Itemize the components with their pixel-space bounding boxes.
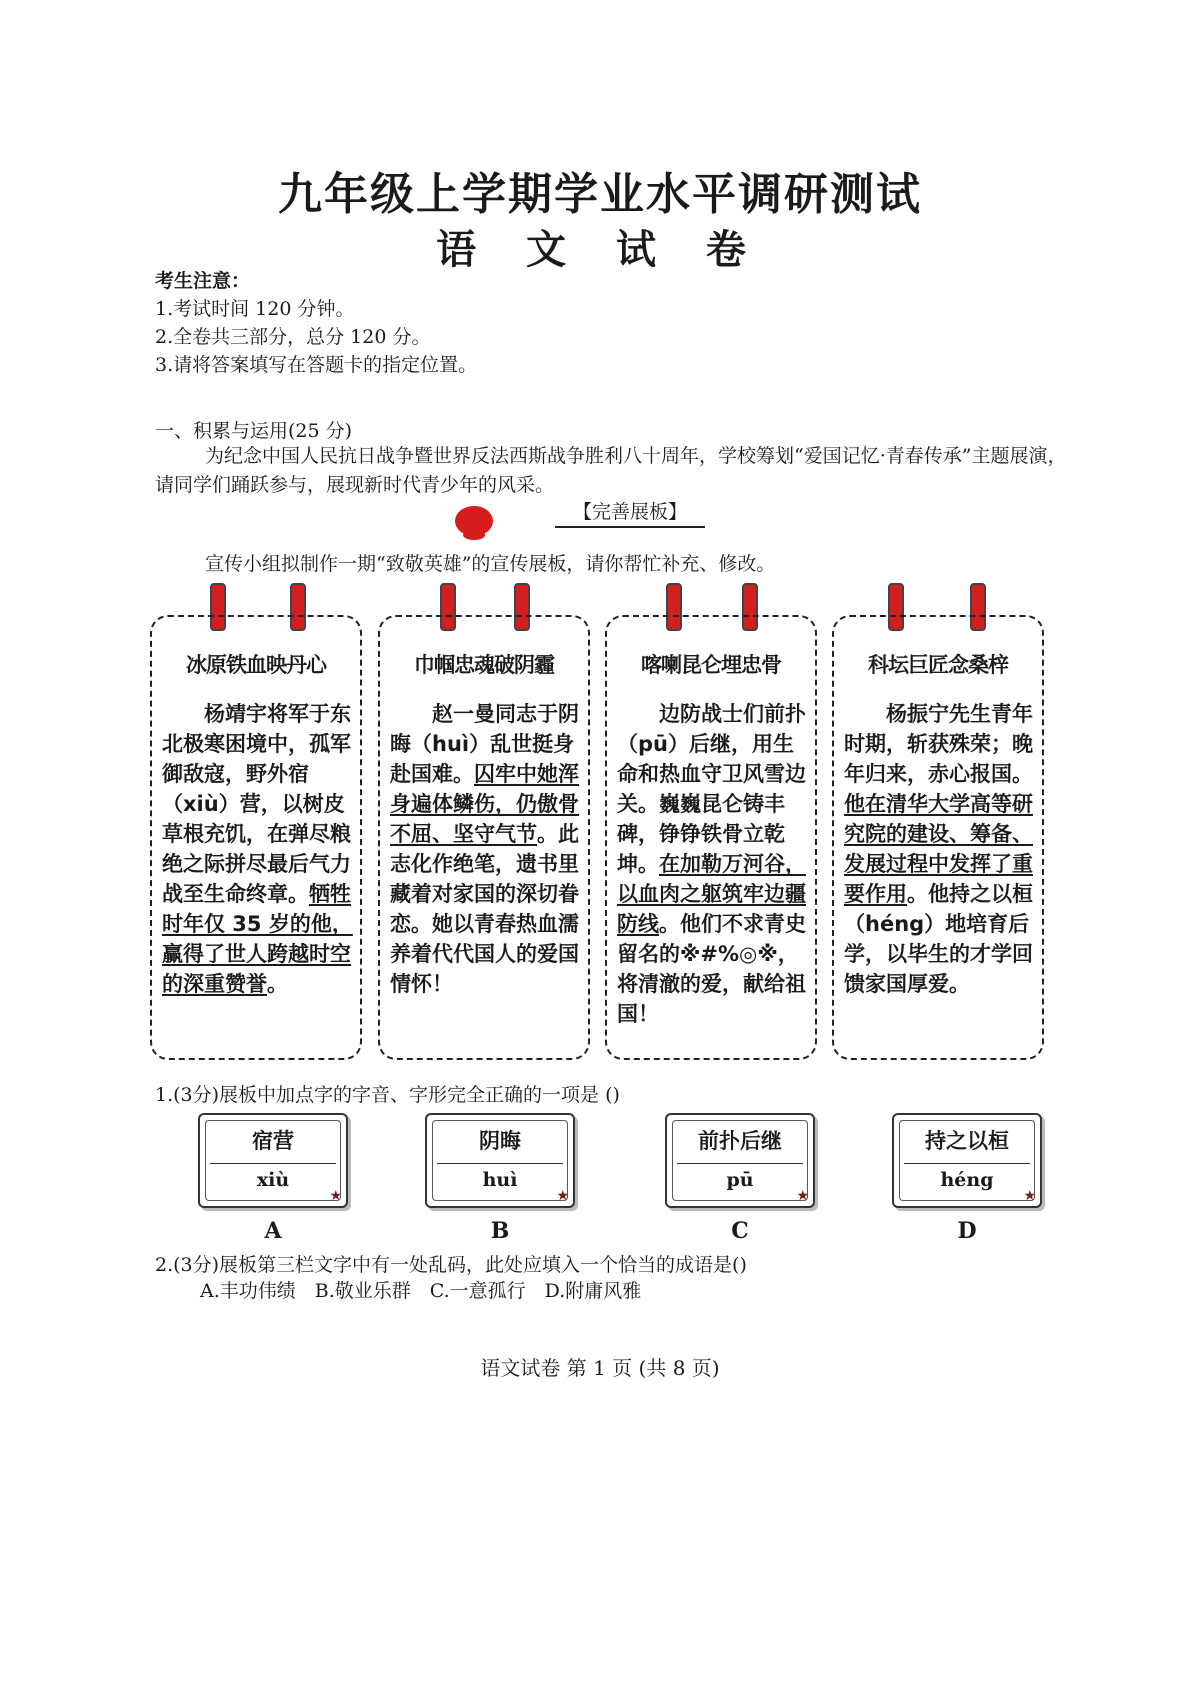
section-intro: 为纪念中国人民抗日战争暨世界反法西斯战争胜利八十周年，学校筹划“爱国记忆·青春传承”主题展演，请同学们踊跃参与，展现新时代青少年的风采。 (155, 445, 1067, 496)
star-icon: ★ (796, 1188, 809, 1204)
board-card (832, 615, 1044, 1060)
underlined-sentence: 囚牢中她浑身遍体鳞伤，仍傲骨不屈、坚守气节 (390, 762, 579, 846)
card-title: 巾帼忠魂破阴霾 (414, 653, 554, 677)
option-card-c (665, 1113, 815, 1208)
option-pinyin: pū (726, 1169, 754, 1191)
option-pinyin: huì (482, 1169, 518, 1191)
option-word: 阴晦 (479, 1129, 521, 1153)
card-text: 边防战士们前扑（pū）后继，用生命和热血守卫风雪边关。巍巍昆仑铸丰碑，铮铮铁骨立乾坤。在加勒万河谷，以血肉之躯筑牢边疆防线。他们不求青史留名的※#%◎※，将清澈的爱，献给祖国！ (617, 702, 806, 1026)
option-word: 持之以桓 (925, 1129, 1009, 1153)
board-card (605, 615, 817, 1060)
notice-item: 1.考试时间 120 分钟。 (155, 298, 355, 320)
option-card-d (892, 1113, 1042, 1208)
board-description: 宣传小组拟制作一期“致敬英雄”的宣传展板，请你帮忙补充、修改。 (205, 553, 776, 575)
option-pinyin: héng (940, 1169, 994, 1191)
underlined-sentence: 他在清华大学高等研究院的建设、筹备、发展过程中发挥了重要作用 (844, 792, 1033, 906)
card-text: 杨振宁先生青年时期，斩获殊荣；晚年归来，赤心报国。他在清华大学高等研究院的建设、筹备、发展过程中发挥了重要作用。他持之以桓（héng）地培育后学，以毕生的才学回馈家国厚爱。 (844, 702, 1033, 996)
page-subtitle: 语 文 试 卷 (436, 226, 764, 273)
pin-icon (455, 506, 493, 536)
star-icon: ★ (1023, 1188, 1036, 1204)
board-heading: 【完善展板】 (555, 497, 705, 528)
card-title: 冰原铁血映丹心 (186, 653, 326, 677)
section-title: 一、积累与运用(25 分) (155, 420, 353, 442)
option-pinyin: xiù (256, 1169, 290, 1191)
board-card (150, 615, 362, 1060)
page-title: 九年级上学期学业水平调研测试 (278, 169, 922, 220)
notice-item: 3.请将答案填写在答题卡的指定位置。 (155, 354, 478, 376)
option-card-a (198, 1113, 348, 1208)
option-letter: A (264, 1218, 282, 1244)
page-footer: 语文试卷 第 1 页 (共 8 页) (480, 1356, 720, 1380)
card-title: 喀喇昆仑埋忠骨 (641, 653, 781, 677)
card-title: 科坛巨匠念桑梓 (868, 653, 1008, 677)
notice-heading: 考生注意： (155, 270, 251, 292)
board-card (378, 615, 590, 1060)
option-word: 宿营 (252, 1129, 294, 1153)
option-letter: D (957, 1218, 977, 1244)
underlined-sentence: 在加勒万河谷，以血肉之躯筑牢边疆防线 (617, 852, 806, 936)
star-icon: ★ (329, 1188, 342, 1204)
option-card-b (425, 1113, 575, 1208)
option-word: 前扑后继 (698, 1129, 782, 1153)
card-text: 赵一曼同志于阴晦（huì）乱世挺身赴国难。囚牢中她浑身遍体鳞伤，仍傲骨不屈、坚守气节。此志化作绝笔，遗书里藏着对家国的深切眷恋。她以青春热血濡养着代代国人的爱国情怀！ (390, 702, 579, 996)
option-letter: C (731, 1218, 749, 1244)
notice-item: 2.全卷共三部分，总分 120 分。 (155, 326, 431, 348)
card-text: 杨靖宇将军于东北极寒困境中，孤军御敌寇，野外宿（xiù）营，以树皮草根充饥，在弹尽粮绝之际拼尽最后气力战至生命终章。牺牲时年仅 35 岁的他，赢得了世人跨越时空的深重赞誉。 (162, 702, 353, 996)
star-icon: ★ (556, 1188, 569, 1204)
option-letter: B (490, 1218, 510, 1244)
question-2: 2.(3分)展板第三栏文字中有一处乱码，此处应填入一个恰当的成语是() (155, 1254, 747, 1276)
underlined-sentence: 牺牲时年仅 35 岁的他，赢得了世人跨越时空的深重赞誉 (162, 882, 353, 996)
question-2-options: A.丰功伟绩 B.敬业乐群 C.一意孤行 D.附庸风雅 (200, 1280, 642, 1302)
question-1: 1.(3分)展板中加点字的字音、字形完全正确的一项是 () (155, 1084, 620, 1106)
